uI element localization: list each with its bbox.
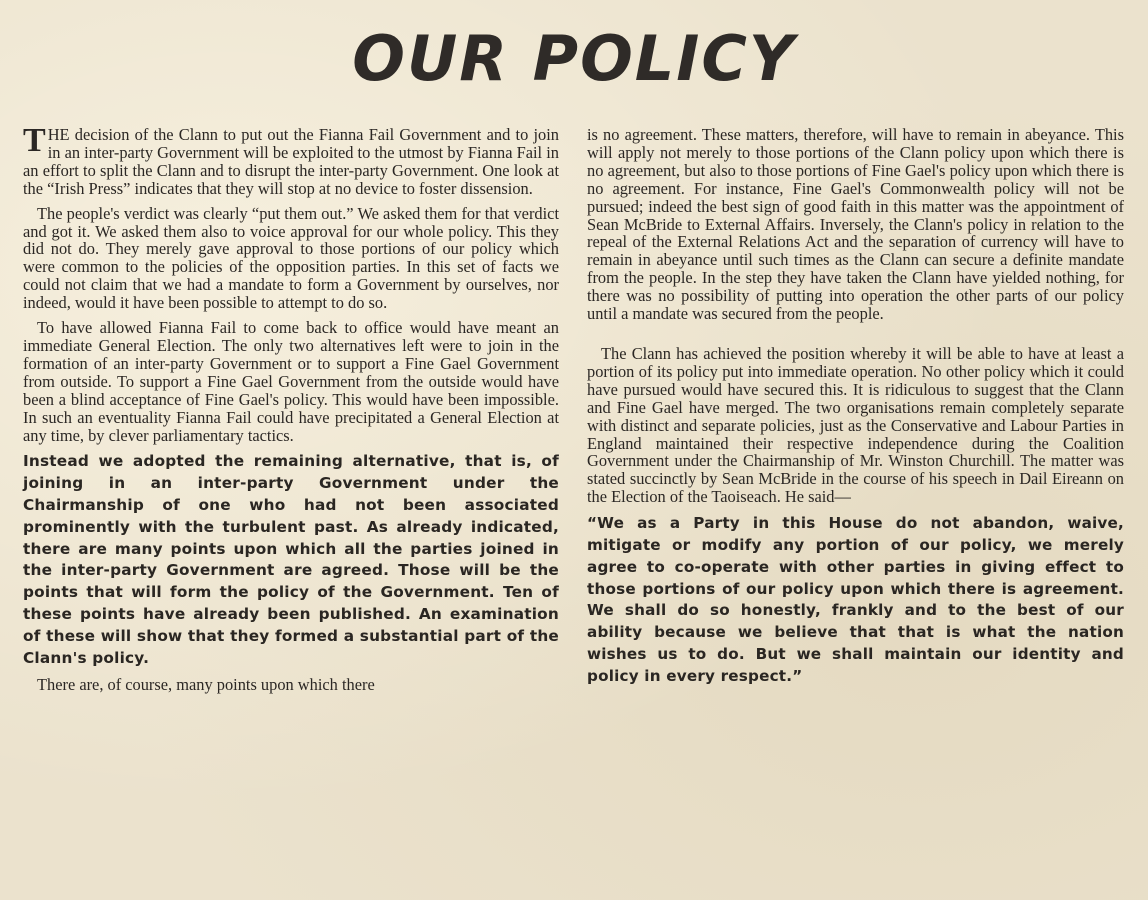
drop-cap: T [23,122,46,159]
bold-emphasis-block: Instead we adopted the remaining alternative, that is, of joining in an inter-party Government under the Chairmanship of one who had not been associated prominently with the turbulent past. As already indicated, there are many points upon which all the parties joined in the inter-party Government are agreed. Those will be the points that will form the policy of the Government. Ten of these points have already been published. An examination of these will show that they formed a substantial part of the Clann's policy. [23,452,559,667]
paragraph-1 [23,122,559,198]
paragraph-2: The people's verdict was clearly “put them out.” We asked them for that verdict and got it. We asked them also to voice approval for our whole policy. This they did not do. They merely gave approval to those portions of our policy which were common to the policies of the opposition parties. In this set of facts we could not claim that we had a mandate to form a Government by ourselves, nor indeed, would it have been possible to attempt to do so. [23,203,559,313]
paragraph-1-text: HE decision of the Clann to put out the Fianna Fail Government and to join in an inter-party Government will be exploited to the utmost by Fianna Fail in an effort to split the Clann and to disrupt the inter-party Government. One look at the “Irish Press” indicates that they will stop at no device to foster dissension. [23,125,559,198]
paragraph-6: The Clann has achieved the position whereby it will be able to have at least a portion of its policy put into immediate operation. No other policy which it could have pursued would have secured this. It is ridiculous to suggest that the Clann and Fine Gael have merged. The two organisations remain completely separate with distinct and separate policies, just as the Conservative and Labour Parties in England maintained their respective independence during the Coalition Government under the Chairmanship of Mr. Winston Churchill. The matter was stated succinctly by Sean McBride in the course of his speech in Dail Eireann on the Election of the Taoiseach. He said— [587,343,1124,507]
article-title: OUR POLICY [352,22,796,95]
paragraph-5: is no agreement. These matters, therefore, will have to remain in abeyance. This will apply not merely to those portions of the Clann policy upon which there is no agreement, but also to those portions of Fine Gael's policy upon which there is no agreement. For instance, Fine Gael's Commonwealth policy will not be pursued; indeed the best sign of good faith in this matter was the appointment of Sean McBride to External Affairs. Inversely, the Clann's policy in relation to the repeal of the External Relations Act and the separation of currency will have to remain in abeyance until such times as the Clann can secure a definite mandate from the people. In the step they have taken the Clann have yielded nothing, for there was no possibility of putting into operation the other parts of our policy until a mandate was secured from the people. [587,125,1124,324]
paragraph-4: There are, of course, many points upon which there [37,675,375,695]
quotation-block: “We as a Party in this House do not abandon, waive, mitigate or modify any portion of our policy, we merely agree to co-operate with other parties in giving effect to those portions of our policy upon which there is agreement. We shall do so honestly, frankly and to the best of our ability because we believe that that is what the nation wishes us to do. But we shall maintain our identity and policy in every respect.” [587,514,1124,685]
paragraph-3: To have allowed Fianna Fail to come back to office would have meant an immediate General Election. The only two alternatives left were to join in the formation of an inter-party Government or to support a Fine Gael Government from outside. To support a Fine Gael Government from the outside would have been a blind acceptance of Fine Gael's policy. This would have been impossible. In such an eventuality Fianna Fail could have precipitated a General Election at any time, by clever parliamentary tactics. [23,318,559,445]
right-column [587,126,1124,695]
left-column [23,122,559,701]
